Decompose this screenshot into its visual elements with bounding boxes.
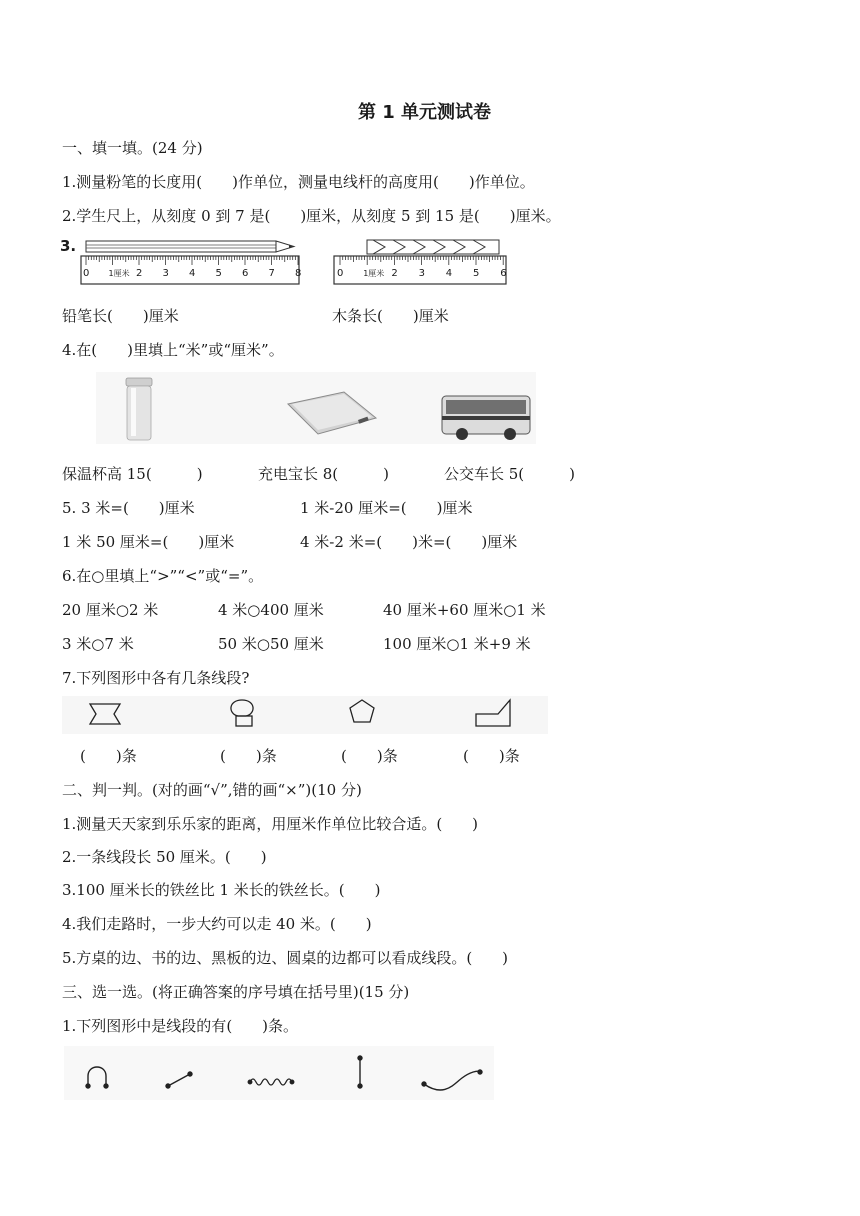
- ruler-tick-label: 0: [337, 268, 344, 279]
- ruler-tick-label: 7: [268, 268, 275, 279]
- thermos-height-item: 保温杯高 15( ): [62, 465, 203, 483]
- page-title: 第 1 单元测试卷: [358, 102, 492, 123]
- compare-1: 20 厘米○2 米: [62, 601, 159, 619]
- question-1-1: 1.测量粉笔的长度用( )作单位，测量电线杆的高度用( )作单位。: [62, 173, 535, 191]
- ruler-2-ticks: [340, 256, 503, 265]
- question-1-2: 2.学生尺上，从刻度 0 到 7 是( )厘米，从刻度 5 到 15 是( )厘米。: [62, 207, 561, 225]
- compare-5: 50 米○50 厘米: [218, 635, 324, 653]
- ruler-tick-label: 3: [418, 268, 425, 279]
- question-1-5-c: 1 米 50 厘米=( )厘米: [62, 533, 235, 551]
- q7-answer-2: ( )条: [220, 747, 277, 765]
- judge-item-5: 5.方桌的边、书的边、黑板的边、圆桌的边都可以看成线段。( ): [62, 949, 509, 967]
- ruler-tick-label: 5: [215, 268, 222, 279]
- bus-length-item: 公交车长 5( ): [444, 465, 576, 483]
- q7-answer-4: ( )条: [463, 747, 520, 765]
- question-1-5-b: 1 米-20 厘米=( )厘米: [300, 499, 473, 517]
- question-1-4: 4.在( )里填上“米”或“厘米”。: [62, 341, 284, 359]
- question-1-3-number: 3.: [60, 237, 77, 255]
- question-1-7: 7.下列图形中各有几条线段?: [62, 669, 250, 687]
- judge-item-2: 2.一条线段长 50 厘米。( ): [62, 848, 267, 866]
- pencil-length-answer: 铅笔长( )厘米: [62, 307, 179, 325]
- judge-item-1: 1.测量天天家到乐乐家的距离，用厘米作单位比较合适。( ): [62, 815, 479, 833]
- bus-icon: [442, 396, 530, 440]
- wood-stick-icon: [367, 240, 499, 254]
- question-1-5-a: 5. 3 米=( )厘米: [62, 499, 195, 517]
- compare-2: 4 米○400 厘米: [218, 601, 324, 619]
- ruler-tick-label: 3: [162, 268, 169, 279]
- ruler-tick-label: 8: [295, 268, 302, 279]
- pencil-icon: [86, 241, 294, 252]
- question-1-5-d: 4 米-2 米=( )米=( )厘米: [300, 533, 518, 551]
- ruler-tick-label: 1厘米: [363, 269, 385, 278]
- question-1-6: 6.在○里填上“>”“<”或“=”。: [62, 567, 264, 585]
- compare-6: 100 厘米○1 米+9 米: [383, 635, 531, 653]
- section3-heading: 三、选一选。(将正确答案的序号填在括号里)(15 分): [62, 983, 410, 1001]
- ruler-tick-label: 2: [391, 268, 398, 279]
- q3-1-shapes: [64, 1046, 494, 1102]
- ruler-tick-label: 4: [445, 268, 453, 279]
- q4-images: [96, 372, 536, 446]
- ruler-tick-label: 1厘米: [108, 269, 130, 278]
- section2-heading: 二、判一判。(对的画“√”,错的画“×”)(10 分): [62, 781, 362, 799]
- section1-heading: 一、填一填。(24 分): [62, 139, 203, 157]
- q7-answer-3: ( )条: [341, 747, 398, 765]
- q7-answer-1: ( )条: [80, 747, 137, 765]
- ruler-tick-label: 4: [189, 268, 196, 279]
- ruler-tick-label: 6: [242, 268, 249, 279]
- ruler-tick-label: 2: [136, 268, 143, 279]
- ruler-tick-label: 6: [500, 268, 507, 279]
- ruler-tick-label: 0: [83, 268, 90, 279]
- thermos-icon: [126, 378, 152, 440]
- compare-3: 40 厘米+60 厘米○1 米: [383, 601, 546, 619]
- judge-item-3: 3.100 厘米长的铁丝比 1 米长的铁丝长。( ): [62, 881, 381, 899]
- power-bank-length-item: 充电宝长 8( ): [258, 465, 390, 483]
- ruler-tick-label: 5: [473, 268, 480, 279]
- q7-shapes: [62, 696, 548, 736]
- ruler-1-ticks: [86, 256, 298, 265]
- wood-length-answer: 木条长( )厘米: [332, 307, 449, 325]
- compare-4: 3 米○7 米: [62, 635, 134, 653]
- judge-item-4: 4.我们走路时，一步大约可以走 40 米。( ): [62, 915, 372, 933]
- choice-question-1: 1.下列图形中是线段的有( )条。: [62, 1017, 299, 1035]
